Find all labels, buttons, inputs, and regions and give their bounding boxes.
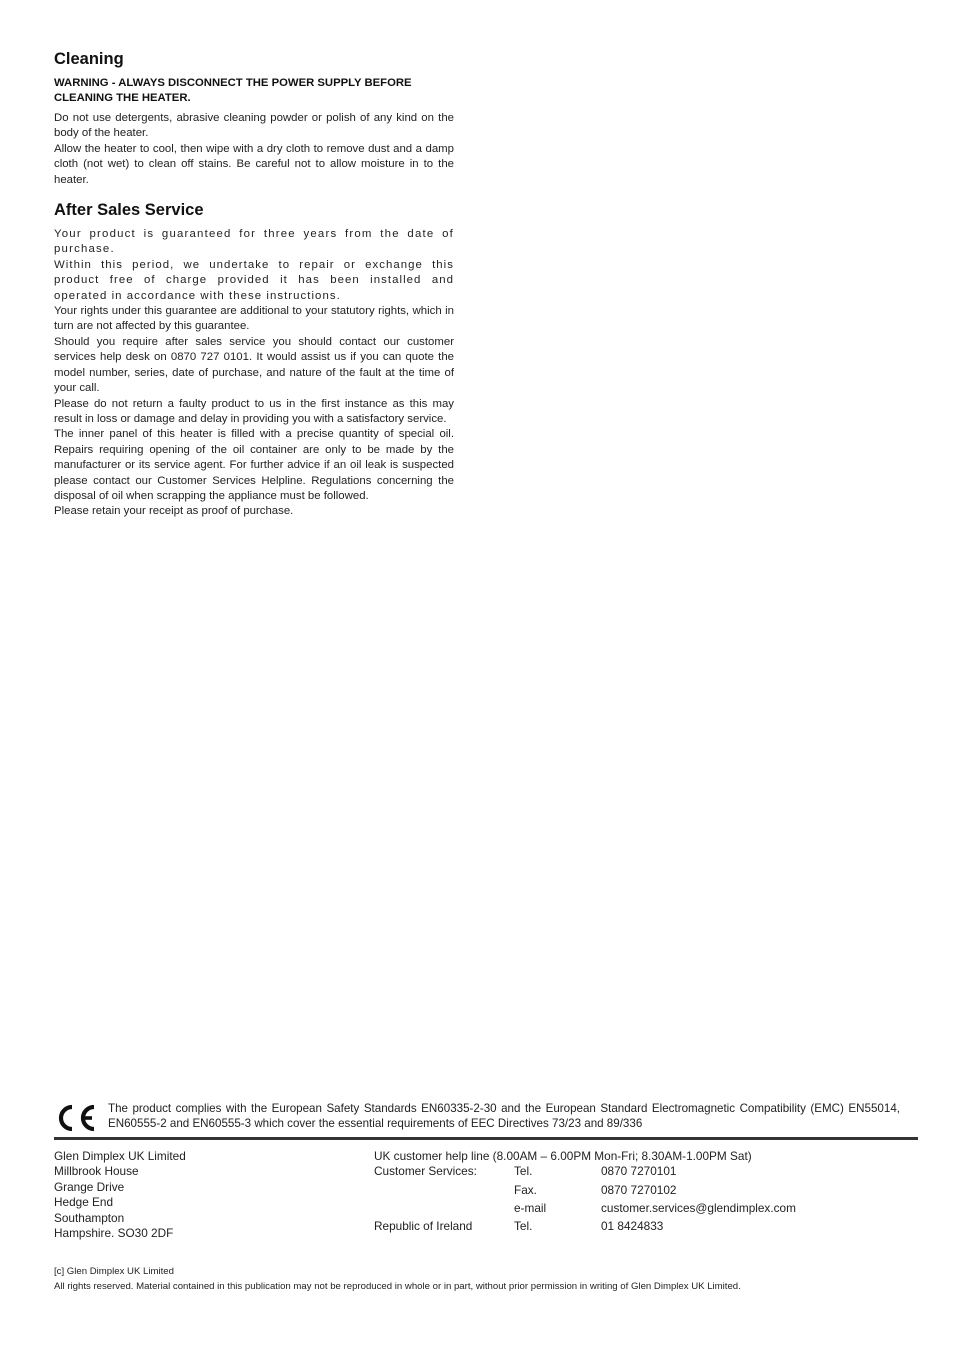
- contact-type: e-mail: [514, 1201, 547, 1215]
- contact-type: Tel.: [514, 1219, 533, 1234]
- after-sales-paragraph: The inner panel of this heater is filled with a precise quantity of special oil. Repairs requiring opening of the oil container are only to be made by the manufacturer or its service agent. For further advice if an oil leak is suspected please contact our Customer Services Helpline. Regulations concerning the disposal of oil when scrapping the appliance must be followed.: [54, 428, 454, 502]
- contact-row: [374, 1183, 796, 1201]
- contact-label: [374, 1183, 514, 1201]
- address-line: Glen Dimplex UK Limited: [54, 1149, 186, 1163]
- footer: [54, 1264, 741, 1294]
- contact-label: [374, 1201, 514, 1219]
- address-line: Hampshire. SO30 2DF: [54, 1226, 174, 1241]
- helpline-text: UK customer help line (8.00AM – 6.00PM Mon-Fri; 8.30AM-1.00PM Sat): [374, 1149, 752, 1163]
- contact-value: 0870 7270102: [601, 1182, 677, 1197]
- contact-table: [374, 1164, 796, 1237]
- after-sales-paragraph: Within this period, we undertake to repair or exchange this product free of charge provided it has been installed and operated in accordance with these instructions.: [54, 258, 454, 302]
- after-sales-paragraph: Your rights under this guarantee are additional to your statutory rights, which in turn are not affected by this guarantee.: [54, 305, 454, 333]
- cleaning-paragraph: Allow the heater to cool, then wipe with a dry cloth to remove dust and a damp cloth (not wet) to clean off stains. Be careful not to allow moisture in to the heater.: [54, 142, 454, 186]
- address-line: Southampton: [54, 1210, 125, 1225]
- contact-type: Tel.: [514, 1164, 533, 1179]
- after-sales-paragraph: Please do not return a faulty product to us in the first instance as this may result in loss or damage and delay in providing you with a satisfactory service.: [54, 397, 454, 425]
- copyright-text: [c] Glen Dimplex UK Limited: [54, 1266, 174, 1277]
- main-column: [54, 50, 454, 520]
- contact-row: [374, 1201, 796, 1219]
- contact-label: Customer Services:: [374, 1164, 477, 1179]
- rights-text: All rights reserved. Material contained in this publication may not be reproduced in whole or in part, without prior permission in writing of Glen Dimplex UK Limited.: [54, 1281, 741, 1292]
- compliance-block: [54, 1101, 918, 1135]
- contact-value: customer.services@glendimplex.com: [601, 1201, 796, 1215]
- cleaning-warning: [54, 76, 454, 106]
- after-sales-heading: After Sales Service: [54, 201, 204, 220]
- address-line: Grange Drive: [54, 1179, 125, 1194]
- contact-label: Republic of Ireland: [374, 1219, 473, 1234]
- address-line: Hedge End: [54, 1195, 114, 1210]
- address-line: Millbrook House: [54, 1164, 139, 1179]
- contact-block: [374, 1149, 796, 1238]
- contact-row: [374, 1219, 796, 1237]
- warning-line-1: WARNING - ALWAYS DISCONNECT THE POWER SUPPLY BEFORE: [54, 77, 412, 89]
- contact-value: 01 8424833: [601, 1219, 664, 1234]
- after-sales-paragraph: Please retain your receipt as proof of purchase.: [54, 505, 294, 518]
- contact-value: 0870 7270101: [601, 1164, 677, 1179]
- after-sales-paragraph: Your product is guaranteed for three years from the date of purchase.: [54, 228, 454, 256]
- ce-mark-icon: [54, 1103, 96, 1133]
- after-sales-paragraph: Should you require after sales service you should contact our customer services help desk on 0870 727 0101. It would assist us if you can quote the model number, series, date of purchase, and nature of the fault at the time of your call.: [54, 335, 454, 395]
- company-address: [54, 1149, 186, 1241]
- divider: [54, 1137, 918, 1140]
- contact-type: Fax.: [514, 1182, 537, 1197]
- compliance-text: The product complies with the European Safety Standards EN60335-2-30 and the European Standard Electromagnetic Compatibility (EMC) EN55014, EN60555-2 and EN60555-3 which cover the essential requirements of EEC Directives 73/23 and 89/336: [108, 1102, 900, 1131]
- contact-row: [374, 1164, 796, 1182]
- warning-line-2: CLEANING THE HEATER.: [54, 92, 191, 104]
- cleaning-paragraph: Do not use detergents, abrasive cleaning powder or polish of any kind on the body of the heater.: [54, 112, 454, 140]
- cleaning-heading: Cleaning: [54, 50, 124, 68]
